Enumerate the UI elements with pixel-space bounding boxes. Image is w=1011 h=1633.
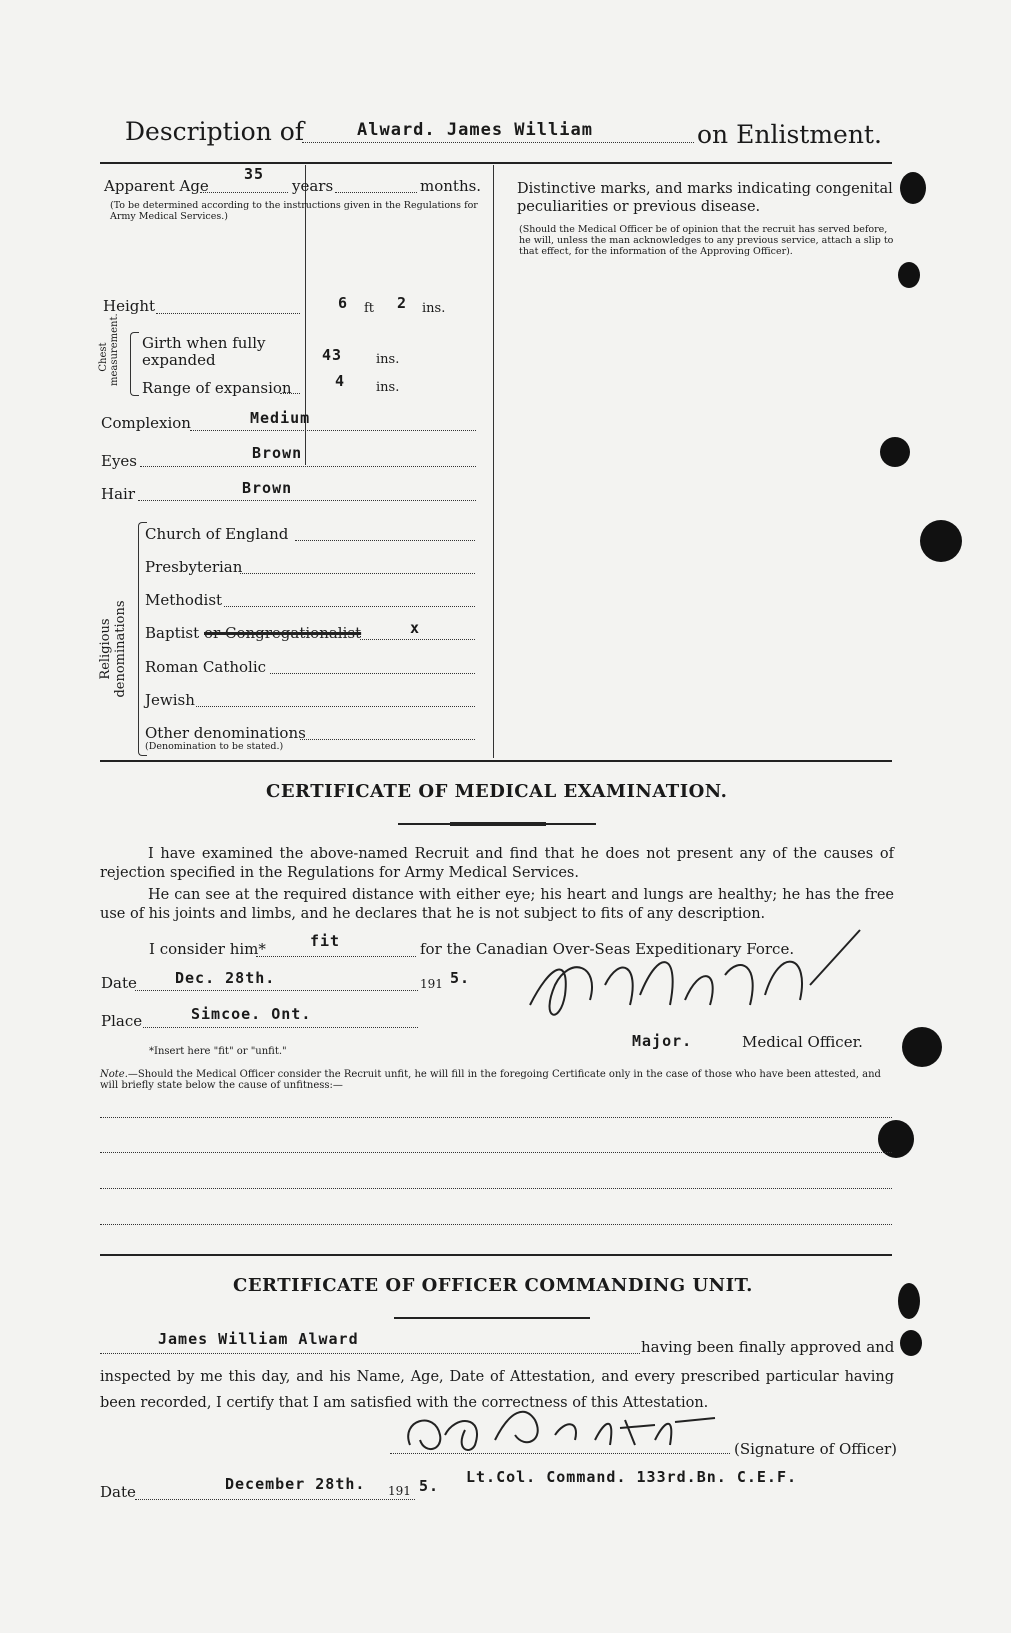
religion-other: Other denominations bbox=[145, 724, 306, 742]
dots bbox=[280, 393, 300, 394]
dots bbox=[270, 673, 475, 674]
place-value: Simcoe. Ont. bbox=[191, 1005, 312, 1023]
commanding-officer-signature bbox=[395, 1400, 725, 1460]
religion-presbyterian: Presbyterian bbox=[145, 558, 243, 576]
dots bbox=[140, 466, 476, 467]
eyes-label: Eyes bbox=[101, 452, 137, 470]
punch-hole bbox=[898, 1283, 920, 1319]
range-unit: ins. bbox=[376, 380, 400, 395]
range-label: Range of expansion bbox=[142, 379, 292, 397]
medical-year-digit: 5. bbox=[450, 969, 471, 987]
religion-jewish: Jewish bbox=[145, 691, 195, 709]
dots bbox=[335, 192, 417, 193]
medical-date-value: Dec. 28th. bbox=[175, 969, 276, 987]
medical-year-prefix: 191 bbox=[420, 977, 443, 991]
age-note: (To be determined according to the instructions given in the Regulations for Army Medical Services.) bbox=[110, 200, 478, 222]
header-prefix: Description of bbox=[125, 117, 305, 146]
complexion-value: Medium bbox=[250, 409, 311, 427]
distinctive-marks-note: (Should the Medical Officer be of opinion that the recruit has served before, he will, unless the man acknowledges to any previous service, attach a slip to that effect, for the information of the Approving Officer). bbox=[519, 224, 894, 257]
ins-label: ins. bbox=[422, 301, 446, 316]
dots bbox=[196, 706, 475, 707]
dots bbox=[135, 990, 418, 991]
commanding-year-digit: 5. bbox=[419, 1477, 440, 1495]
hair-label: Hair bbox=[101, 485, 135, 503]
height-feet: 6 bbox=[338, 294, 349, 312]
unfitness-line bbox=[100, 1117, 892, 1118]
dots bbox=[300, 739, 475, 740]
dots bbox=[100, 1353, 640, 1354]
commanding-year-prefix: 191 bbox=[388, 1484, 411, 1498]
religion-baptist: Baptist bbox=[145, 624, 200, 642]
months-label: months. bbox=[420, 177, 482, 195]
dots bbox=[143, 1027, 418, 1028]
section-rule bbox=[100, 1254, 892, 1256]
religion-church-of-england: Church of England bbox=[145, 525, 289, 543]
ft-label: ft bbox=[364, 301, 375, 316]
eyes-value: Brown bbox=[252, 444, 303, 462]
title-underline bbox=[394, 1317, 590, 1319]
range-value: 4 bbox=[335, 372, 346, 390]
header-rule bbox=[100, 162, 892, 164]
medical-date-label: Date bbox=[101, 974, 137, 992]
note-label: Note. bbox=[100, 1069, 128, 1080]
commanding-date-value: December 28th. bbox=[225, 1475, 366, 1493]
commanding-text-1: having been finally approved and bbox=[641, 1338, 895, 1356]
dots bbox=[295, 540, 475, 541]
height-inches: 2 bbox=[397, 294, 408, 312]
punch-hole bbox=[900, 1330, 922, 1356]
baptist-mark: x bbox=[410, 619, 421, 637]
dots bbox=[200, 192, 288, 193]
unfitness-line bbox=[100, 1224, 892, 1225]
medical-officer-label: Medical Officer. bbox=[742, 1033, 863, 1051]
commanding-text-2: inspected by me this day, and his Name, Age, Date of Attestation, and every prescribed particular having been recorded, I certify that I am satisfied with the correctness of this Attestation. bbox=[100, 1369, 894, 1411]
commanding-date-label: Date bbox=[100, 1483, 136, 1501]
unfitness-note bbox=[100, 1069, 894, 1091]
dots bbox=[390, 1453, 730, 1454]
insert-note: *Insert here "fit" or "unfit." bbox=[149, 1046, 287, 1057]
dots bbox=[190, 430, 476, 431]
force-text: for the Canadian Over-Seas Expeditionary Force. bbox=[420, 940, 795, 958]
medical-officer-signature bbox=[510, 925, 870, 1035]
apparent-age-label: Apparent Age bbox=[104, 177, 209, 195]
header-suffix: on Enlistment. bbox=[697, 120, 882, 149]
dots bbox=[156, 313, 300, 314]
religion-methodist: Methodist bbox=[145, 591, 223, 609]
religious-denominations-label: Religious denominations bbox=[98, 600, 128, 698]
punch-hole bbox=[900, 172, 926, 204]
punch-hole bbox=[898, 262, 920, 288]
years-label: years bbox=[292, 177, 334, 195]
girth-value: 43 bbox=[322, 346, 343, 364]
commanding-officer-title: Lt.Col. Command. 133rd.Bn. C.E.F. bbox=[466, 1468, 798, 1486]
unfitness-line bbox=[100, 1152, 892, 1153]
girth-label: Girth when fully expanded bbox=[142, 334, 266, 369]
title-underline-bold bbox=[450, 822, 546, 826]
recruit-name: James William Alward bbox=[158, 1330, 359, 1348]
punch-hole bbox=[902, 1027, 942, 1067]
medical-para-2: He can see at the required distance with either eye; his heart and lungs are healthy; he has the free use of his joints and limbs, and he declares that he is not subject to fits of any description. bbox=[100, 887, 894, 922]
column-divider bbox=[493, 165, 494, 758]
distinctive-marks-title: Distinctive marks, and marks indicating congenital peculiarities or previous disease. bbox=[517, 181, 893, 215]
name-dots bbox=[302, 142, 694, 143]
religion-roman-catholic: Roman Catholic bbox=[145, 658, 267, 676]
complexion-label: Complexion bbox=[101, 414, 191, 432]
medical-certificate-title: CERTIFICATE OF MEDICAL EXAMINATION. bbox=[266, 781, 728, 802]
height-label: Height bbox=[103, 297, 156, 315]
section-rule bbox=[100, 760, 892, 762]
dots bbox=[224, 606, 475, 607]
fitness-value: fit bbox=[310, 932, 341, 950]
dots bbox=[256, 956, 416, 957]
medical-para-1: I have examined the above-named Recruit and find that he does not present any of the causes of rejection specified in the Regulations for Army Medical Services. bbox=[100, 846, 894, 881]
chest-brace bbox=[130, 332, 139, 396]
consider-label: I consider him* bbox=[149, 940, 266, 958]
dots bbox=[360, 639, 475, 640]
punch-hole bbox=[880, 437, 910, 467]
note-text: —Should the Medical Officer consider the Recruit unfit, he will fill in the foregoing Certificate only in the case of those who have been attested, and will briefly state below the cause of unfitness:— bbox=[100, 1069, 881, 1091]
commanding-certificate-title: CERTIFICATE OF OFFICER COMMANDING UNIT. bbox=[233, 1275, 753, 1296]
hair-value: Brown bbox=[242, 479, 293, 497]
denomination-note: (Denomination to be stated.) bbox=[145, 741, 284, 752]
chest-measurement-label: Chest measurement. bbox=[98, 313, 120, 386]
dots bbox=[138, 500, 476, 501]
religion-congregationalist-struck: or Congregationalist bbox=[204, 624, 362, 642]
recruit-name-header: Alward. James William bbox=[357, 120, 593, 140]
girth-unit: ins. bbox=[376, 352, 400, 367]
place-label: Place bbox=[101, 1012, 143, 1030]
dots bbox=[240, 573, 475, 574]
apparent-age-value: 35 bbox=[244, 165, 265, 183]
punch-hole bbox=[920, 520, 962, 562]
unfitness-line bbox=[100, 1188, 892, 1189]
medical-officer-rank: Major. bbox=[632, 1032, 693, 1050]
signature-label: (Signature of Officer) bbox=[734, 1440, 898, 1458]
dots bbox=[135, 1499, 415, 1500]
